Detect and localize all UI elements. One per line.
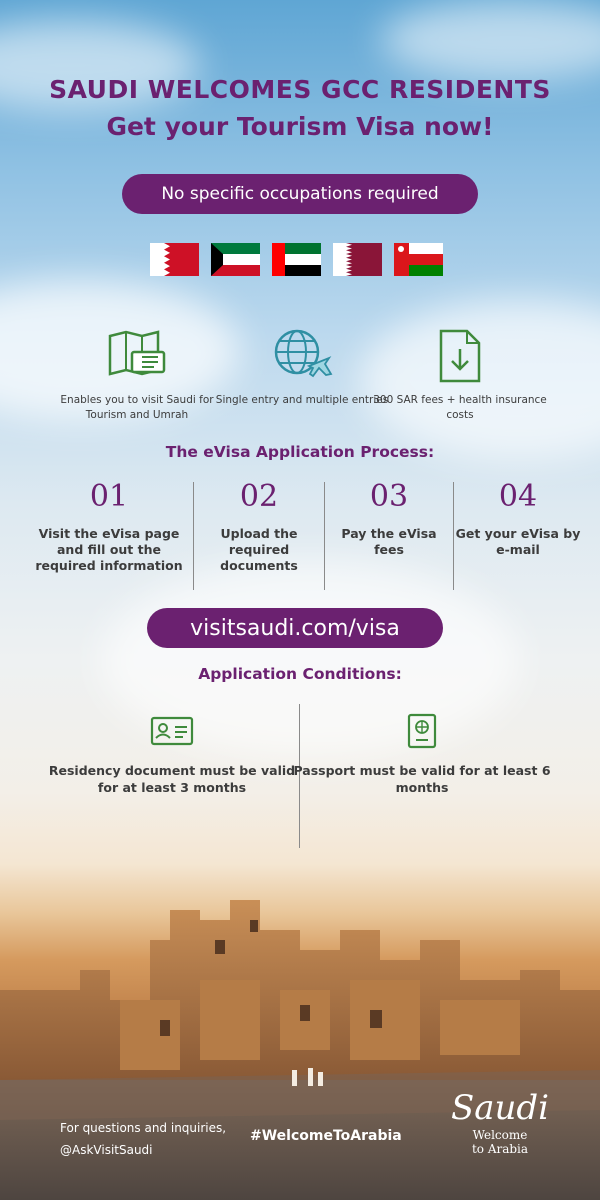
oman-flag <box>394 243 443 276</box>
step-text: Get your eVisa by e-mail <box>455 526 581 557</box>
benefit-text: Enables you to visit Saudi for Tourism and Umrah <box>60 394 214 421</box>
condition-text: Passport must be valid for at least 6 months <box>293 763 551 795</box>
benefit-fees <box>370 325 550 423</box>
process-step <box>194 480 324 590</box>
condition-passport <box>292 712 552 796</box>
benefit-text: 300 SAR fees + health insurance costs <box>373 394 547 421</box>
passport-icon <box>292 712 552 750</box>
step-number: 02 <box>239 479 279 514</box>
cloud <box>380 0 600 80</box>
globe-plane-icon <box>212 325 392 387</box>
logo-wordmark: Saudi <box>450 1088 550 1128</box>
visa-url-link[interactable]: visitsaudi.com/visa <box>147 608 443 648</box>
occupations-pill: No specific occupations required <box>122 174 478 214</box>
benefit-entries <box>212 325 392 408</box>
hashtag: #WelcomeToArabia <box>250 1128 402 1144</box>
step-number: 04 <box>498 479 538 514</box>
step-text: Upload the required documents <box>220 526 298 573</box>
uae-flag <box>272 243 321 276</box>
ask-visit-saudi-handle[interactable]: @AskVisitSaudi <box>60 1143 153 1157</box>
process-step <box>325 480 453 590</box>
logo-tagline-2: to Arabia <box>471 1142 529 1156</box>
benefit-tourism <box>47 325 227 423</box>
qatar-flag <box>333 243 382 276</box>
step-text: Visit the eVisa page and fill out the required information <box>35 526 183 573</box>
step-text: Pay the eVisa fees <box>341 526 437 557</box>
id-card-icon <box>42 712 302 750</box>
bahrain-flag <box>150 243 199 276</box>
process-step <box>25 480 193 590</box>
logo-tagline-1: Welcome <box>472 1128 528 1142</box>
process-step <box>454 480 582 590</box>
condition-residency <box>42 712 302 796</box>
process-steps <box>25 480 585 590</box>
ticket-map-icon <box>47 325 227 387</box>
benefit-text: Single entry and multiple entries <box>215 394 389 406</box>
saudi-logo <box>440 1090 560 1156</box>
condition-text: Residency document must be valid for at least 3 months <box>48 763 296 795</box>
document-download-icon <box>370 325 550 387</box>
inquiries-text: For questions and inquiries, <box>60 1121 227 1135</box>
kuwait-flag <box>211 243 260 276</box>
step-number: 01 <box>89 479 129 514</box>
conditions-title: Application Conditions: <box>198 665 402 683</box>
headline-subtitle: Get your Tourism Visa now! <box>106 112 494 141</box>
process-title: The eVisa Application Process: <box>165 443 435 461</box>
gcc-flags <box>150 243 443 276</box>
step-number: 03 <box>369 479 409 514</box>
headline-title: SAUDI WELCOMES GCC RESIDENTS <box>49 75 551 104</box>
